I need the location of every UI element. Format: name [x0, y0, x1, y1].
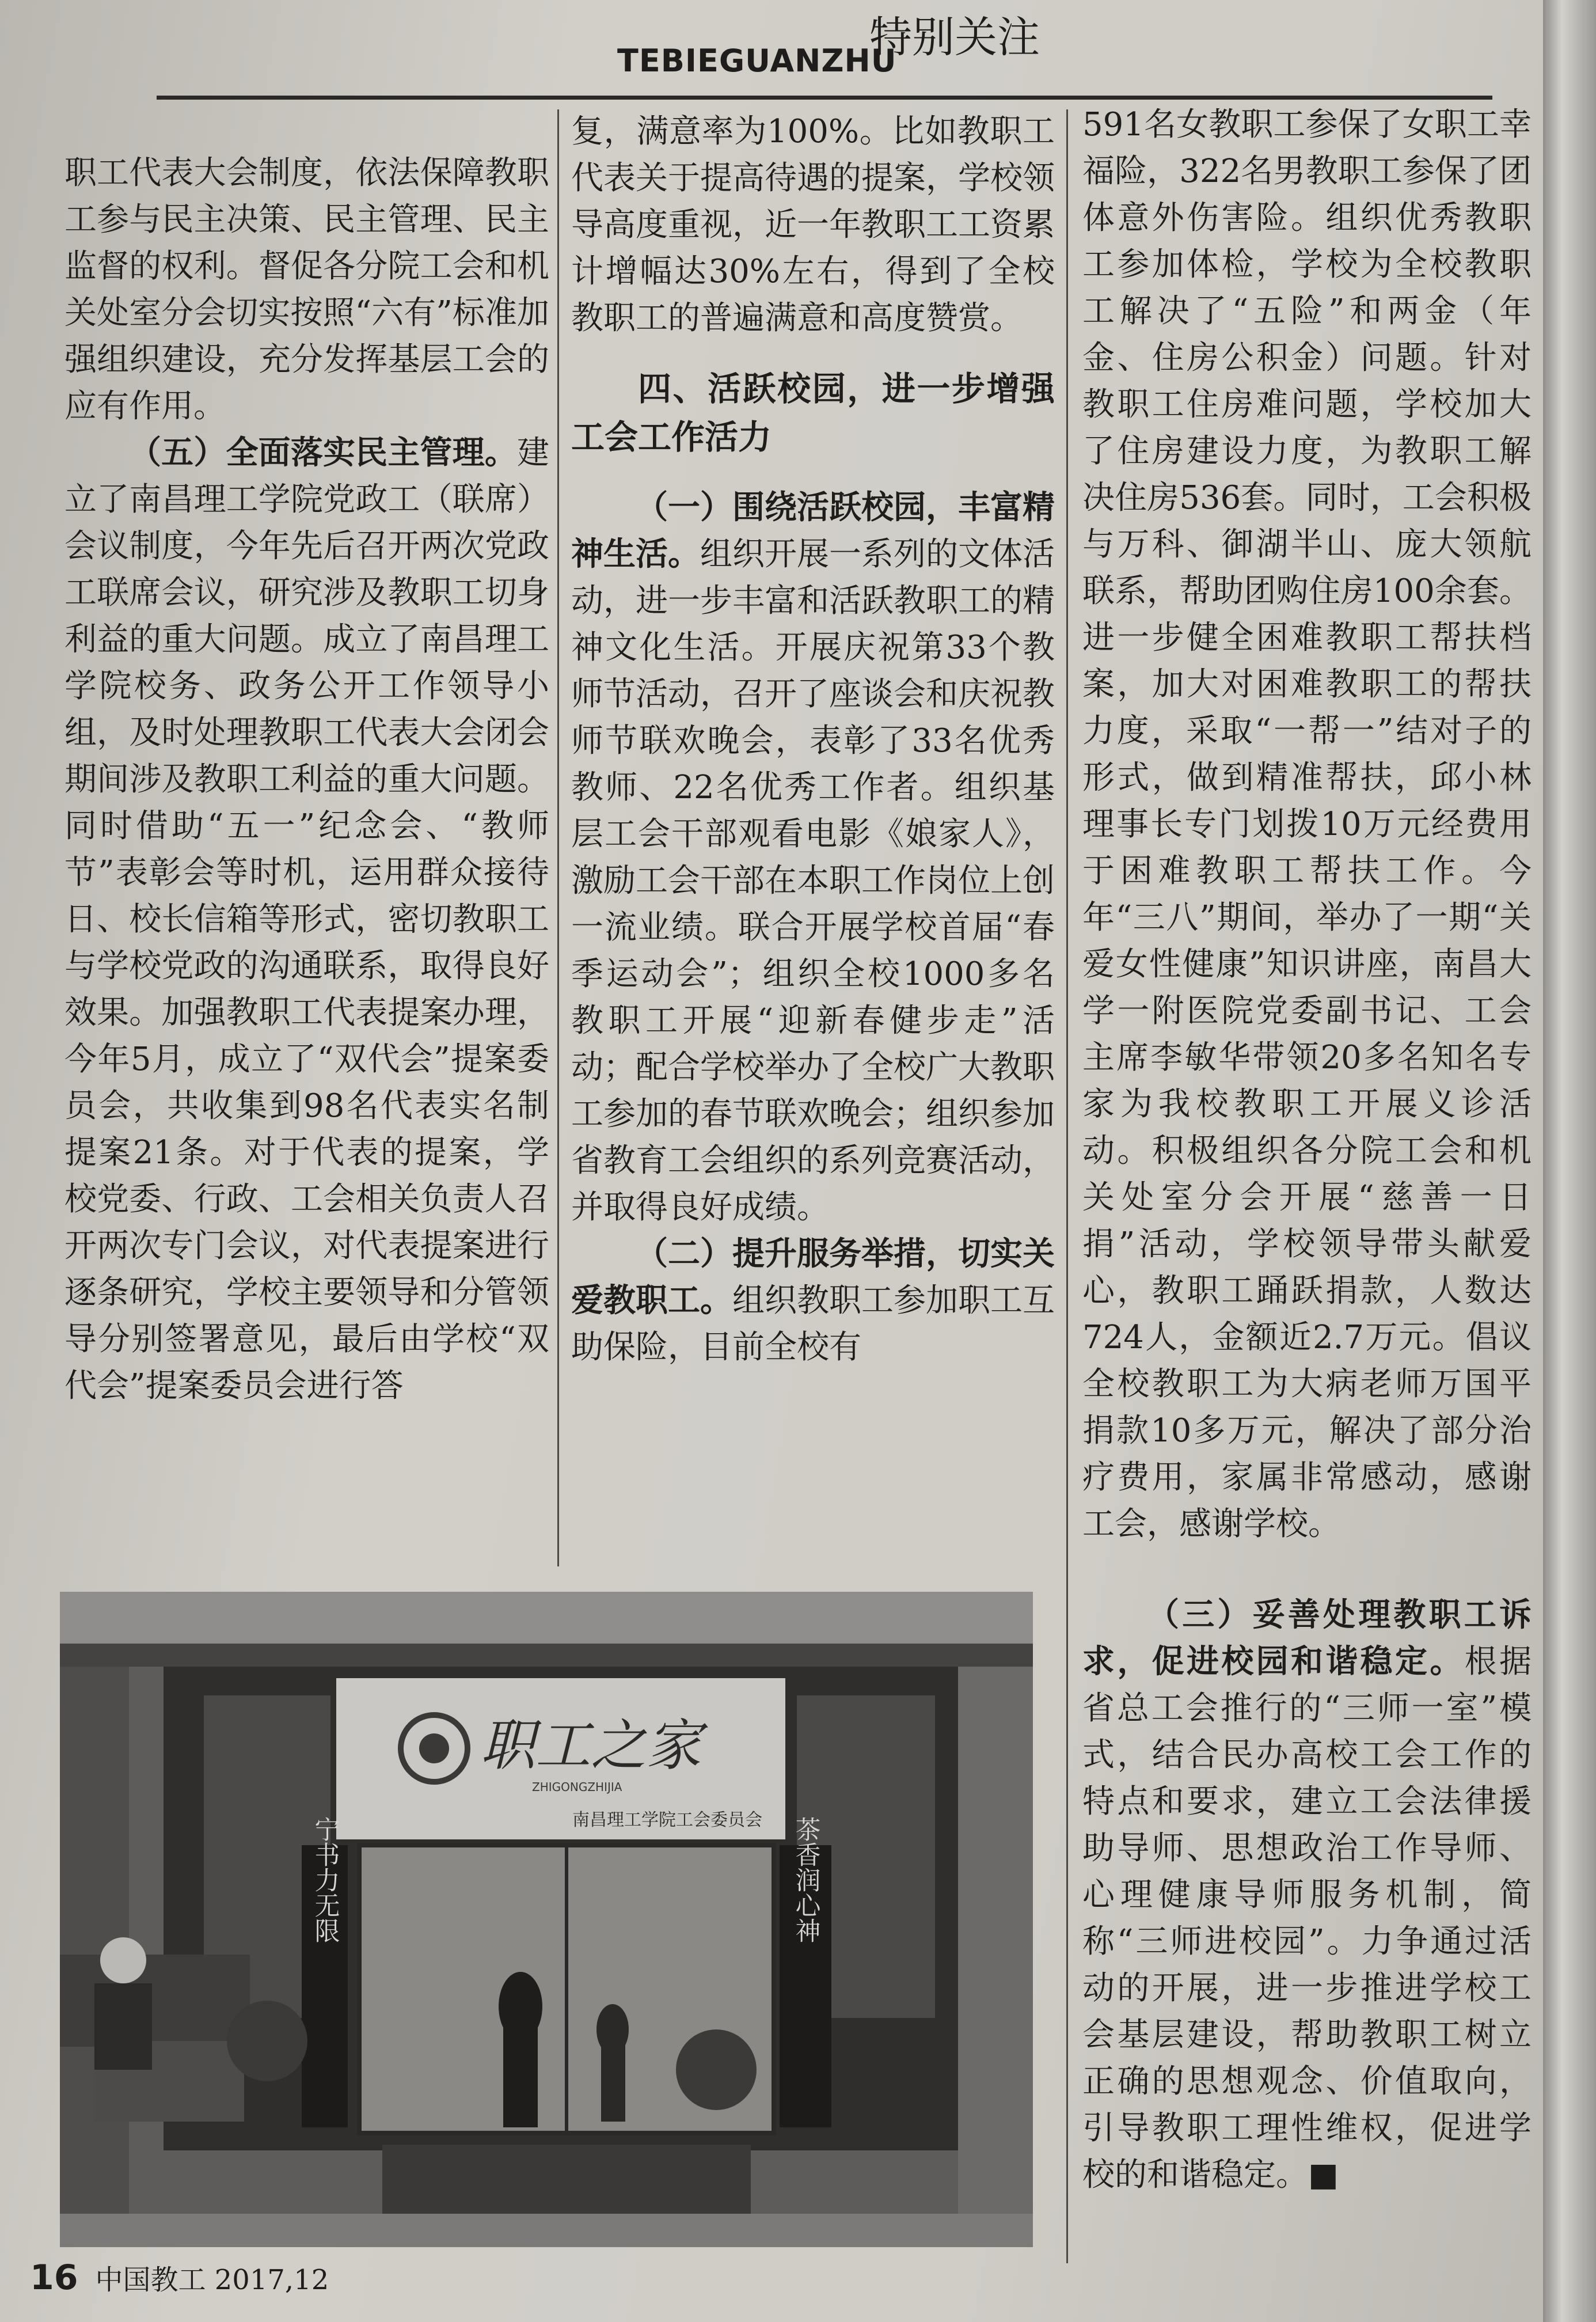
paragraph [64, 150, 549, 430]
sign-title: 职工之家 [480, 1713, 701, 1778]
paragraph-text: 组织教职工参加职工互助保险，目前全校有 [571, 1282, 1055, 1366]
text-column-1 [64, 150, 549, 1409]
section-header-pinyin: TEBIEGUANZHU [617, 43, 897, 79]
paragraph-lead: （三）妥善处理教职工诉求，促进校园和谐稳定。 [1082, 1596, 1532, 1680]
text-column-3 [1082, 101, 1532, 1547]
page-edge [1543, 0, 1596, 2322]
sign-subtitle: 南昌理工学院工会委员会 [572, 1810, 762, 1830]
paragraph-text: 复，满意率为100%。比如教职工代表关于提高待遇的提案，学校领导高度重视，近一年教职工工资累计增幅达30%左右，得到了全校教职工的普遍满意和高度赞赏。 [571, 113, 1055, 337]
column-divider [1066, 109, 1068, 2263]
text-column-2 [571, 108, 1055, 1371]
paragraph-text: 根据省总工会推行的“三师一室”模式，结合民办高校工会工作的特点和要求，建立工会法律援助导师、思想政治工作导师、心理健康导师服务机制，简称“三师进校园”。力争通过活动的开展，进一步推进学校工会基层建设，帮助教职工树立正确的思想观念、价值取向，引导教职工理性维权，促进学校的和谐稳定。 [1082, 1643, 1532, 2194]
paragraph-lead: （二）提升服务举措，切实关爱教职工。 [571, 1235, 1055, 1319]
page-number: 16 [30, 2258, 78, 2298]
union-home-photo [60, 1592, 1033, 2247]
section-header-title: 特别关注 [869, 13, 1040, 62]
header-rule [157, 96, 1492, 100]
paragraph [571, 1231, 1055, 1371]
paragraph-text: 职工代表大会制度，依法保障教职工参与民主决策、民主管理、民主监督的权利。督促各分院工会和机关处室分会切实按照“六有”标准加强组织建设，充分发挥基层工会的应有作用。 [64, 154, 549, 425]
paragraph [64, 430, 549, 1409]
publication-name: 中国教工 2017,12 [95, 2264, 329, 2296]
article-end-mark: ■ [1308, 2156, 1339, 2194]
paragraph-text: 建立了南昌理工学院党政工（联席）会议制度，今年先后召开两次党政工联席会议，研究涉及教职工切身利益的重大问题。成立了南昌理工学院校务、政务公开工作领导小组，及时处理教职工代表大会闭会期间涉及教职工利益的重大问题。同时借助“五一”纪念会、“教师节”表彰会等时机，运用群众接待日、校长信箱等形式，密切教职工与学校党政的沟通联系，取得良好效果。加强教职工代表提案办理，今年5月，成立了“双代会”提案委员会，共收集到98名代表实名制提案21条。对于代表的提案，学校党委、行政、工会相关负责人召开两次专门会议，对代表提案进行逐条研究，学校主要领导和分管领导分别签署意见，最后由学校“双代会”提案委员会进行答 [64, 434, 549, 1405]
paragraph [571, 484, 1055, 1231]
paragraph-text: 591名女教职工参保了女职工幸福险，322名男教职工参保了团体意外伤害险。组织优秀教职工参加体检，学校为全校教职工解决了“五险”和两金（年金、住房公积金）问题。针对教职工住房难问题，学校加大了住房建设力度，为教职工解决住房536套。同时，工会积极与万科、御湖半山、庞大领航联系，帮助团购住房100余套。进一步健全困难教职工帮扶档案，加大对困难教职工的帮扶力度，采取“一帮一”结对子的形式，做到精准帮扶，邱小林理事长专门划拨10万元经费用于困难教职工帮扶工作。今年“三八”期间，举办了一期“关爱女性健康”知识讲座，南昌大学一附医院党委副书记、工会主席李敏华带领20多名知名专家为我校教职工开展义诊活动。积极组织各分院工会和机关处室分会开展“慈善一日捐”活动，学校领导带头献爱心，教职工踊跃捐款，人数达724人，金额近2.7万元。倡议全校教职工为大病老师万国平捐款10多万元，解决了部分治疗费用，家属非常感动，感谢工会，感谢学校。 [1082, 106, 1532, 1543]
paragraph [1082, 101, 1532, 1547]
column-divider [557, 109, 559, 1566]
text-column-3-lower [1082, 1592, 1532, 2198]
paragraph-lead: （一）围绕活跃校园，丰富精神生活。 [571, 489, 1055, 573]
paragraph [1082, 1592, 1532, 2198]
paragraph [571, 108, 1055, 342]
page-footer [30, 2258, 329, 2298]
sign-pinyin: ZHIGONGZHIJIA [532, 1780, 622, 1794]
paragraph-text: 组织开展一系列的文体活动，进一步丰富和活跃教职工的精神文化生活。开展庆祝第33个教师节活动，召开了座谈会和庆祝教师节联欢晚会，表彰了33名优秀教师、22名优秀工作者。组织基层工会干部观看电影《娘家人》，激励工会干部在本职工作岗位上创一流业绩。联合开展学校首届“春季运动会”；组织全校1000多名教职工开展“迎新春健步走”活动；配合学校举办了全校广大教职工参加的春节联欢晚会；组织参加省教育工会组织的系列竞赛活动，并取得良好成绩。 [571, 536, 1055, 1226]
banner-right: 茶香润心神 [791, 1816, 820, 1943]
photo-illustration [60, 1592, 1033, 2247]
paragraph-lead: （五）全面落实民主管理。 [129, 434, 517, 472]
section-heading: 四、活跃校园，进一步增强工会工作活力 [571, 369, 1055, 457]
banner-left: 宁书力无限 [310, 1816, 340, 1943]
